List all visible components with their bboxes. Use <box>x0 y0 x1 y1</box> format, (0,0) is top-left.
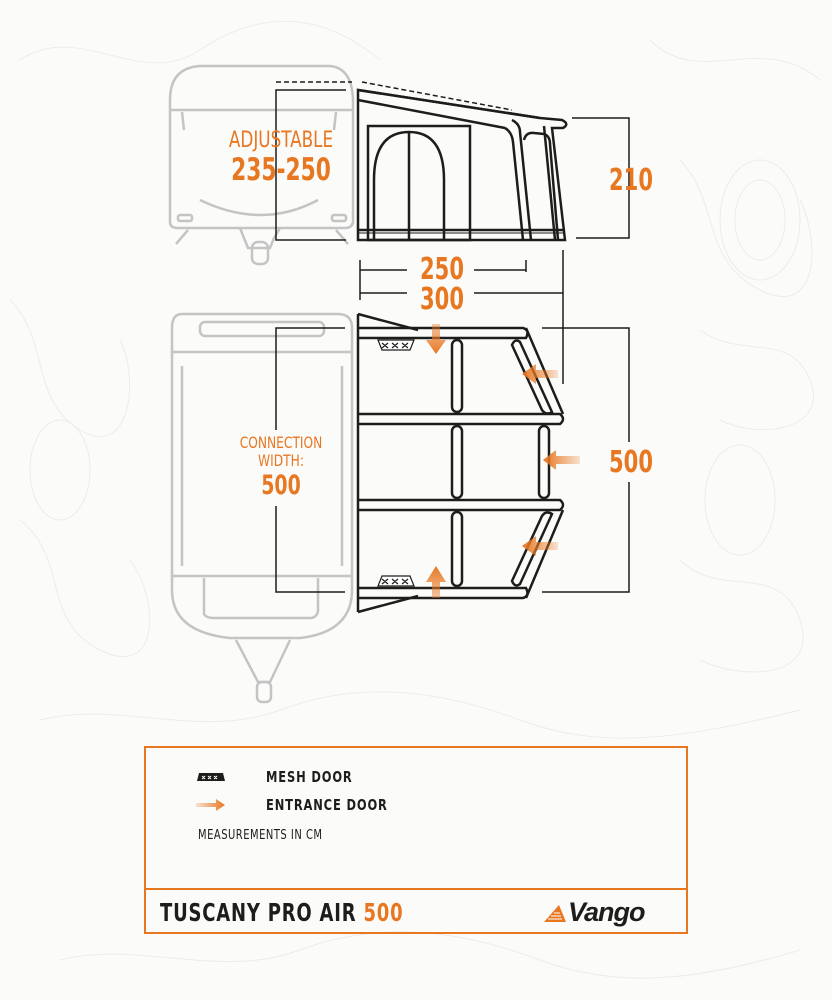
depth-inner-value: 250 <box>420 252 464 287</box>
height-value: 210 <box>609 163 653 198</box>
mesh-door-icon <box>378 340 414 350</box>
legend-item-entrance-door <box>196 796 409 814</box>
mesh-door-icon <box>196 772 226 782</box>
brand-logo <box>542 897 645 928</box>
connection-label-line1: CONNECTION <box>239 433 323 452</box>
caravan-top-outline <box>172 314 352 702</box>
connection-width-label <box>234 434 328 470</box>
entrance-arrow-icon <box>196 798 226 812</box>
product-size: 500 <box>363 898 404 927</box>
legend-divider <box>146 888 686 890</box>
product-name <box>160 898 403 927</box>
product-name-text: TUSCANY PRO AIR <box>160 898 357 927</box>
width-value: 500 <box>609 445 653 480</box>
connection-label-line2: WIDTH: <box>258 451 304 470</box>
adjustable-value: 235-250 <box>231 152 331 188</box>
awning-top-frame <box>358 314 563 612</box>
connection-width-value: 500 <box>261 470 301 501</box>
measurements-note: MEASUREMENTS IN CM <box>198 828 323 843</box>
legend-label: MESH DOOR <box>266 768 353 786</box>
legend-box <box>144 746 688 934</box>
adjustable-label: ADJUSTABLE <box>228 128 334 153</box>
legend-label: ENTRANCE DOOR <box>266 796 388 814</box>
awning-side-elevation <box>358 82 566 240</box>
entrance-arrow-icon <box>426 566 446 598</box>
legend-item-mesh-door <box>196 768 368 786</box>
mesh-door-icon <box>378 576 414 586</box>
depth-outer-value: 300 <box>420 282 464 317</box>
brand-name: Vango <box>568 897 645 927</box>
